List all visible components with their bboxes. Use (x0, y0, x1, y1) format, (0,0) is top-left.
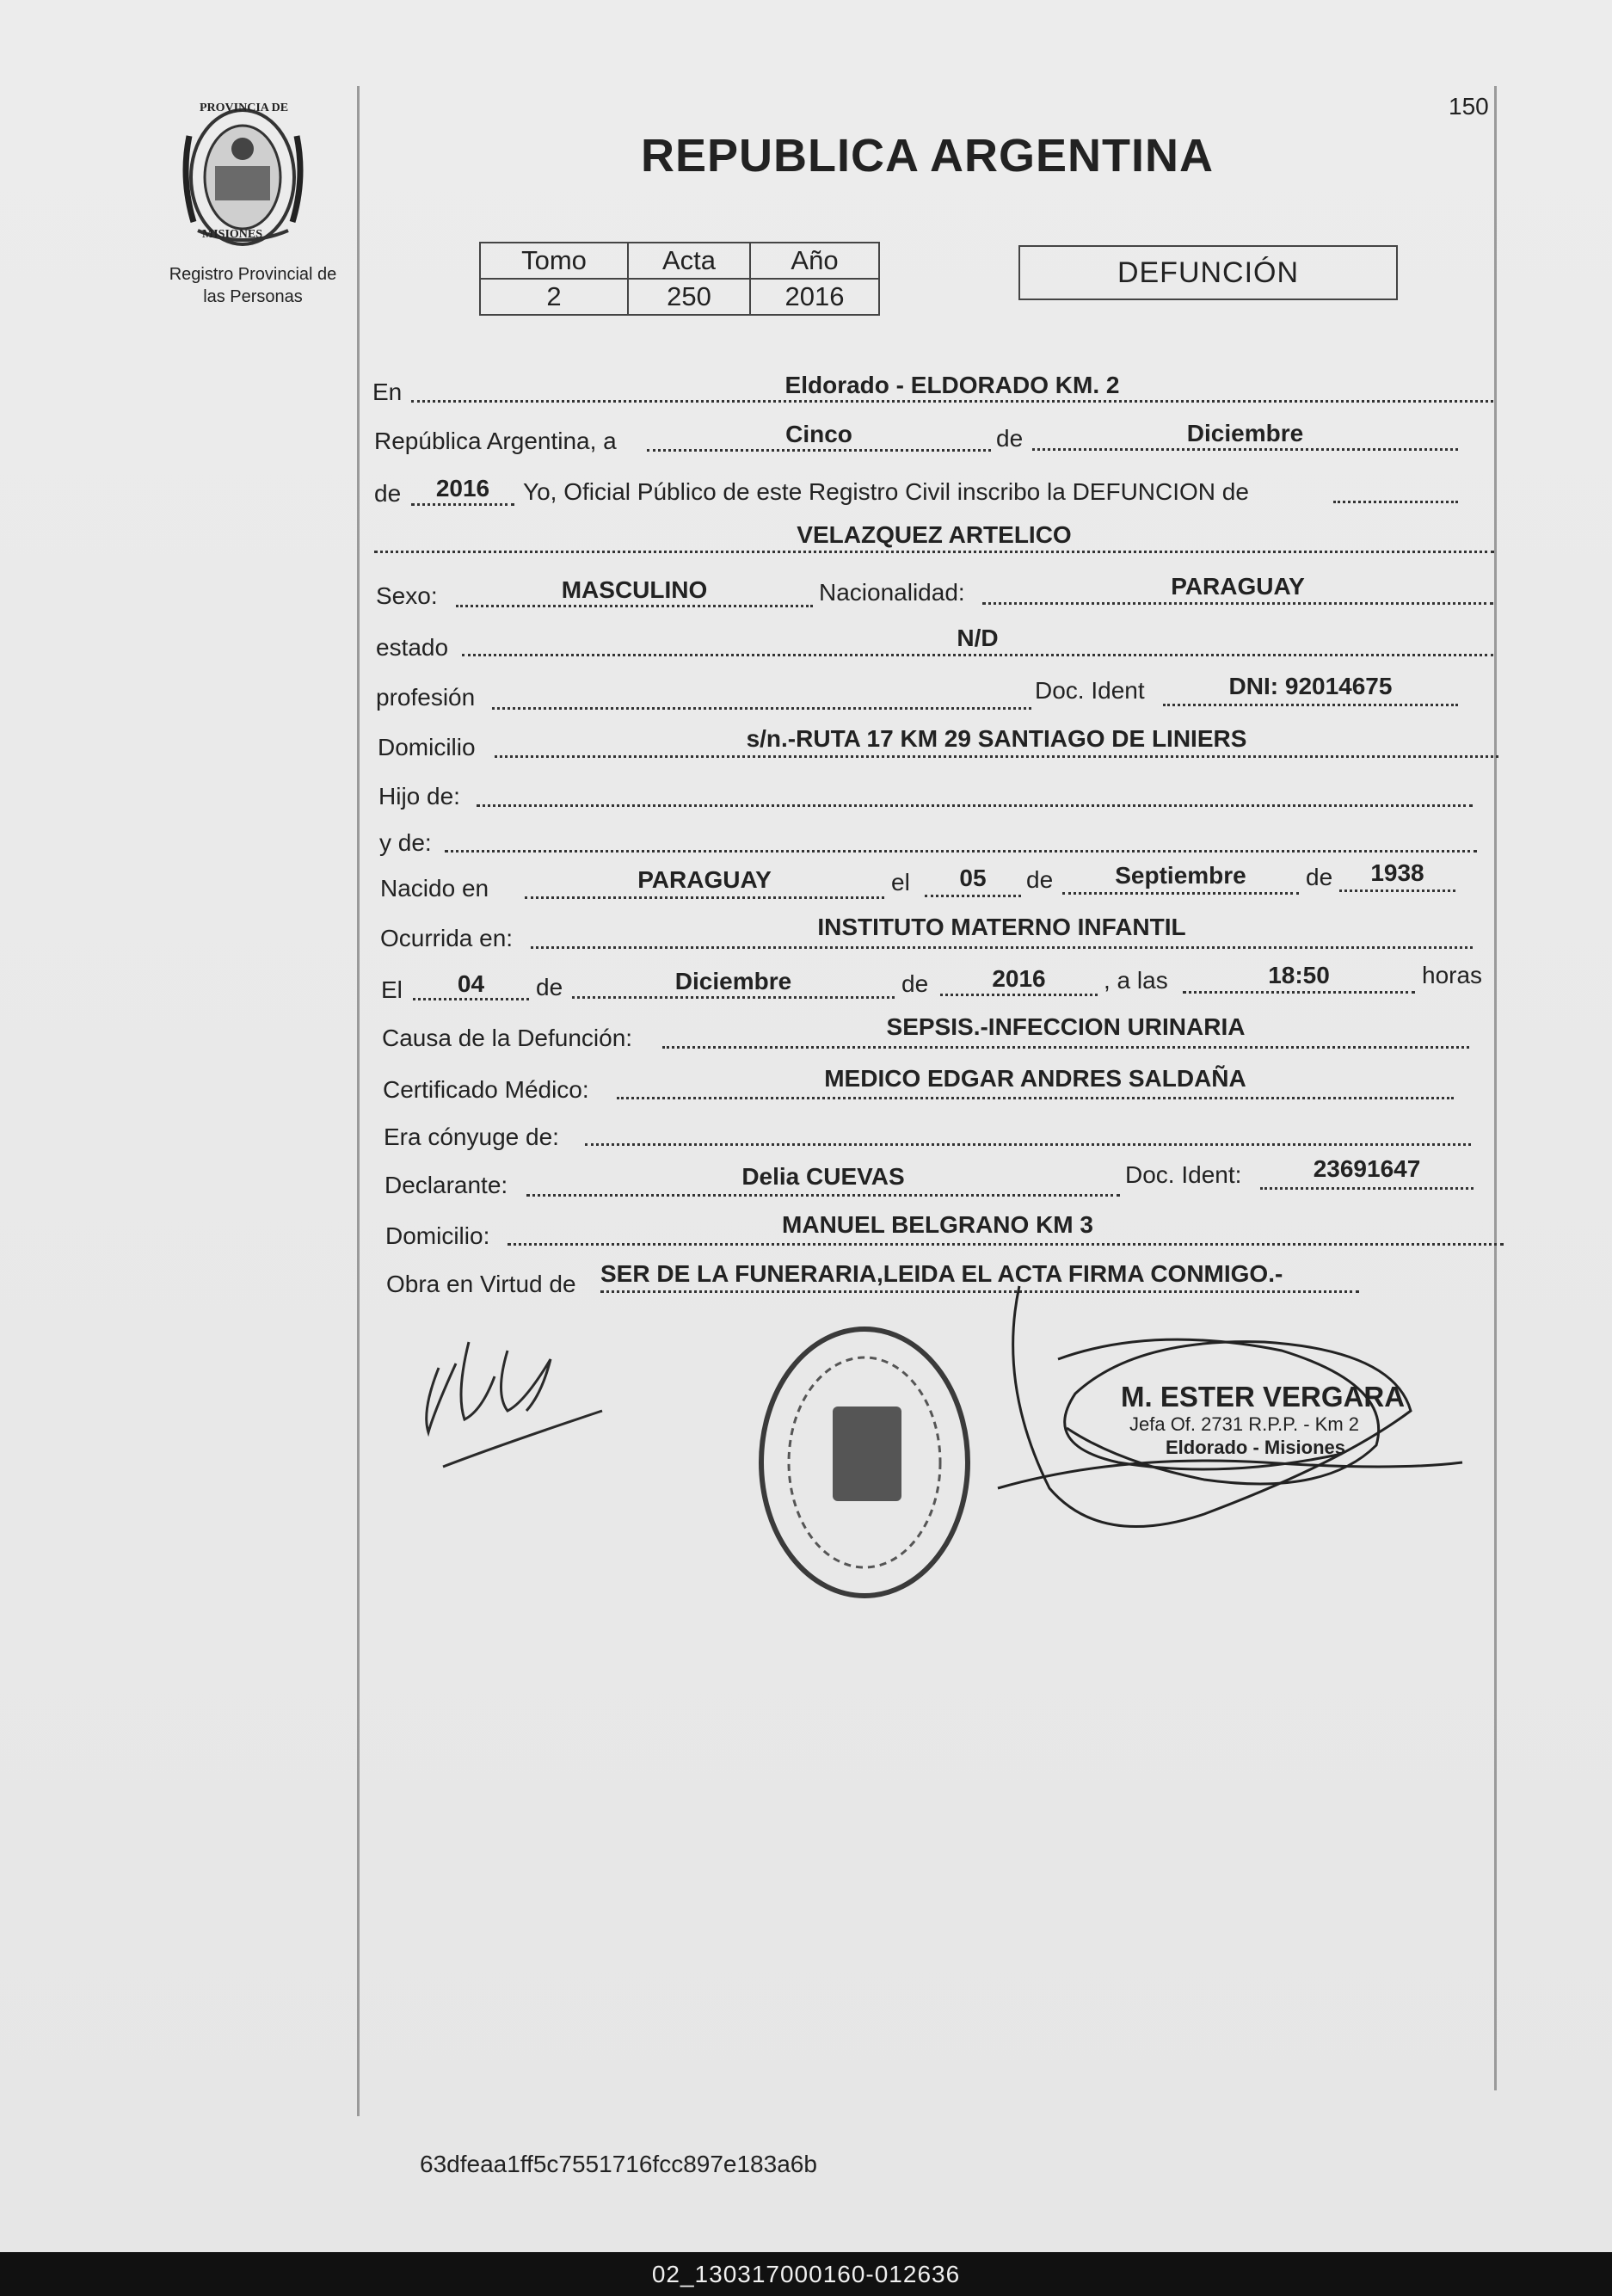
de4-label: de (901, 970, 929, 997)
registry-line2: las Personas (203, 287, 303, 306)
emblem-top-text: PROVINCIA DE (200, 102, 289, 114)
El-label: El (381, 976, 403, 1003)
de-year-label: de (374, 480, 402, 507)
yde-label: y de: (379, 829, 432, 856)
sexo-value: MASCULINO (561, 576, 708, 603)
official-role: Jefa Of. 2731 R.P.P. - Km 2 (1129, 1413, 1359, 1435)
header-acta: Acta (628, 243, 750, 279)
official-name: M. ESTER VERGARA (1121, 1381, 1406, 1413)
nacido-label: Nacido en (380, 875, 489, 902)
header-tomo: Tomo (480, 243, 628, 279)
en-value: Eldorado - ELDORADO KM. 2 (784, 372, 1120, 398)
value-ano: 2016 (750, 279, 879, 315)
doc-ident2-value: 23691647 (1313, 1155, 1421, 1182)
domicilio2-value: MANUEL BELGRANO KM 3 (782, 1211, 1093, 1238)
el-label: el (891, 869, 910, 896)
de2-label: de (1306, 864, 1333, 890)
footer-id: 02_130317000160-012636 (651, 2261, 961, 2287)
birth-year: 1938 (1370, 859, 1424, 886)
nacionalidad-label: Nacionalidad: (819, 579, 965, 606)
declarante-value: Delia CUEVAS (741, 1163, 905, 1190)
nacionalidad-value: PARAGUAY (1171, 573, 1305, 600)
month-value: Diciembre (1186, 420, 1304, 446)
death-year: 2016 (992, 965, 1046, 992)
en-label: En (372, 379, 403, 405)
birth-month: Septiembre (1115, 862, 1246, 889)
estado-label: estado (376, 634, 449, 661)
birth-day: 05 (959, 865, 987, 891)
causa-value: SEPSIS.-INFECCION URINARIA (886, 1013, 1246, 1040)
doc-ident-value: DNI: 92014675 (1228, 673, 1393, 699)
ocurrida-value: INSTITUTO MATERNO INFANTIL (817, 914, 1186, 940)
certificado-value: MEDICO EDGAR ANDRES SALDAÑA (824, 1065, 1246, 1092)
hijo-label: Hijo de: (378, 783, 460, 809)
causa-label: Causa de la Defunción: (382, 1025, 633, 1051)
year-value: 2016 (435, 475, 490, 502)
estado-value: N/D (957, 625, 999, 651)
de3-label: de (536, 974, 563, 1000)
horas-label: horas (1422, 962, 1483, 988)
declarante-label: Declarante: (385, 1172, 508, 1198)
official-place: Eldorado - Misiones (1166, 1437, 1346, 1458)
deceased-name: VELAZQUEZ ARTELICO (797, 521, 1072, 548)
de1-label: de (1026, 866, 1054, 893)
alas-label: , a las (1104, 967, 1168, 994)
doc-ident2-label: Doc. Ident: (1125, 1161, 1242, 1188)
conyuge-label: Era cónyuge de: (384, 1123, 559, 1150)
header-ano: Año (750, 243, 879, 279)
republica-label: República Argentina, a (374, 428, 617, 454)
emblem-bottom-text: MISIONES (202, 228, 263, 241)
domicilio-value: s/n.-RUTA 17 KM 29 SANTIAGO DE LINIERS (746, 725, 1247, 752)
domicilio-label: Domicilio (378, 734, 476, 760)
sexo-label: Sexo: (376, 582, 438, 609)
profesion-label: profesión (376, 684, 476, 711)
footer-bar (0, 2252, 1612, 2296)
value-tomo: 2 (480, 279, 628, 315)
document-hash: 63dfeaa1ff5c7551716fcc897e183a6b (420, 2151, 817, 2177)
inscribo-text: Yo, Oficial Público de este Registro Civil inscribo la DEFUNCION de (523, 478, 1249, 505)
document-type-box: DEFUNCIÓN (1018, 245, 1398, 300)
certificado-label: Certificado Médico: (383, 1076, 589, 1103)
registry-line1: Registro Provincial de (169, 265, 337, 284)
de-label: de (996, 425, 1024, 452)
obra-label: Obra en Virtud de (386, 1271, 576, 1297)
declarant-signature-icon (427, 1342, 602, 1467)
nacido-value: PARAGUAY (637, 866, 772, 893)
doc-ident-label: Doc. Ident (1035, 677, 1145, 704)
death-month: Diciembre (674, 968, 792, 994)
death-day: 04 (457, 970, 485, 997)
value-acta: 250 (628, 279, 750, 315)
day-value: Cinco (785, 421, 852, 447)
page-number: 150 (1449, 93, 1489, 120)
obra-value: SER DE LA FUNERARIA,LEIDA EL ACTA FIRMA CONMIGO.- (600, 1260, 1283, 1287)
domicilio2-label: Domicilio: (385, 1222, 490, 1249)
death-time: 18:50 (1268, 962, 1330, 988)
official-seal-icon (761, 1329, 968, 1596)
page-title: REPUBLICA ARGENTINA (641, 130, 1214, 182)
ocurrida-label: Ocurrida en: (380, 925, 514, 951)
